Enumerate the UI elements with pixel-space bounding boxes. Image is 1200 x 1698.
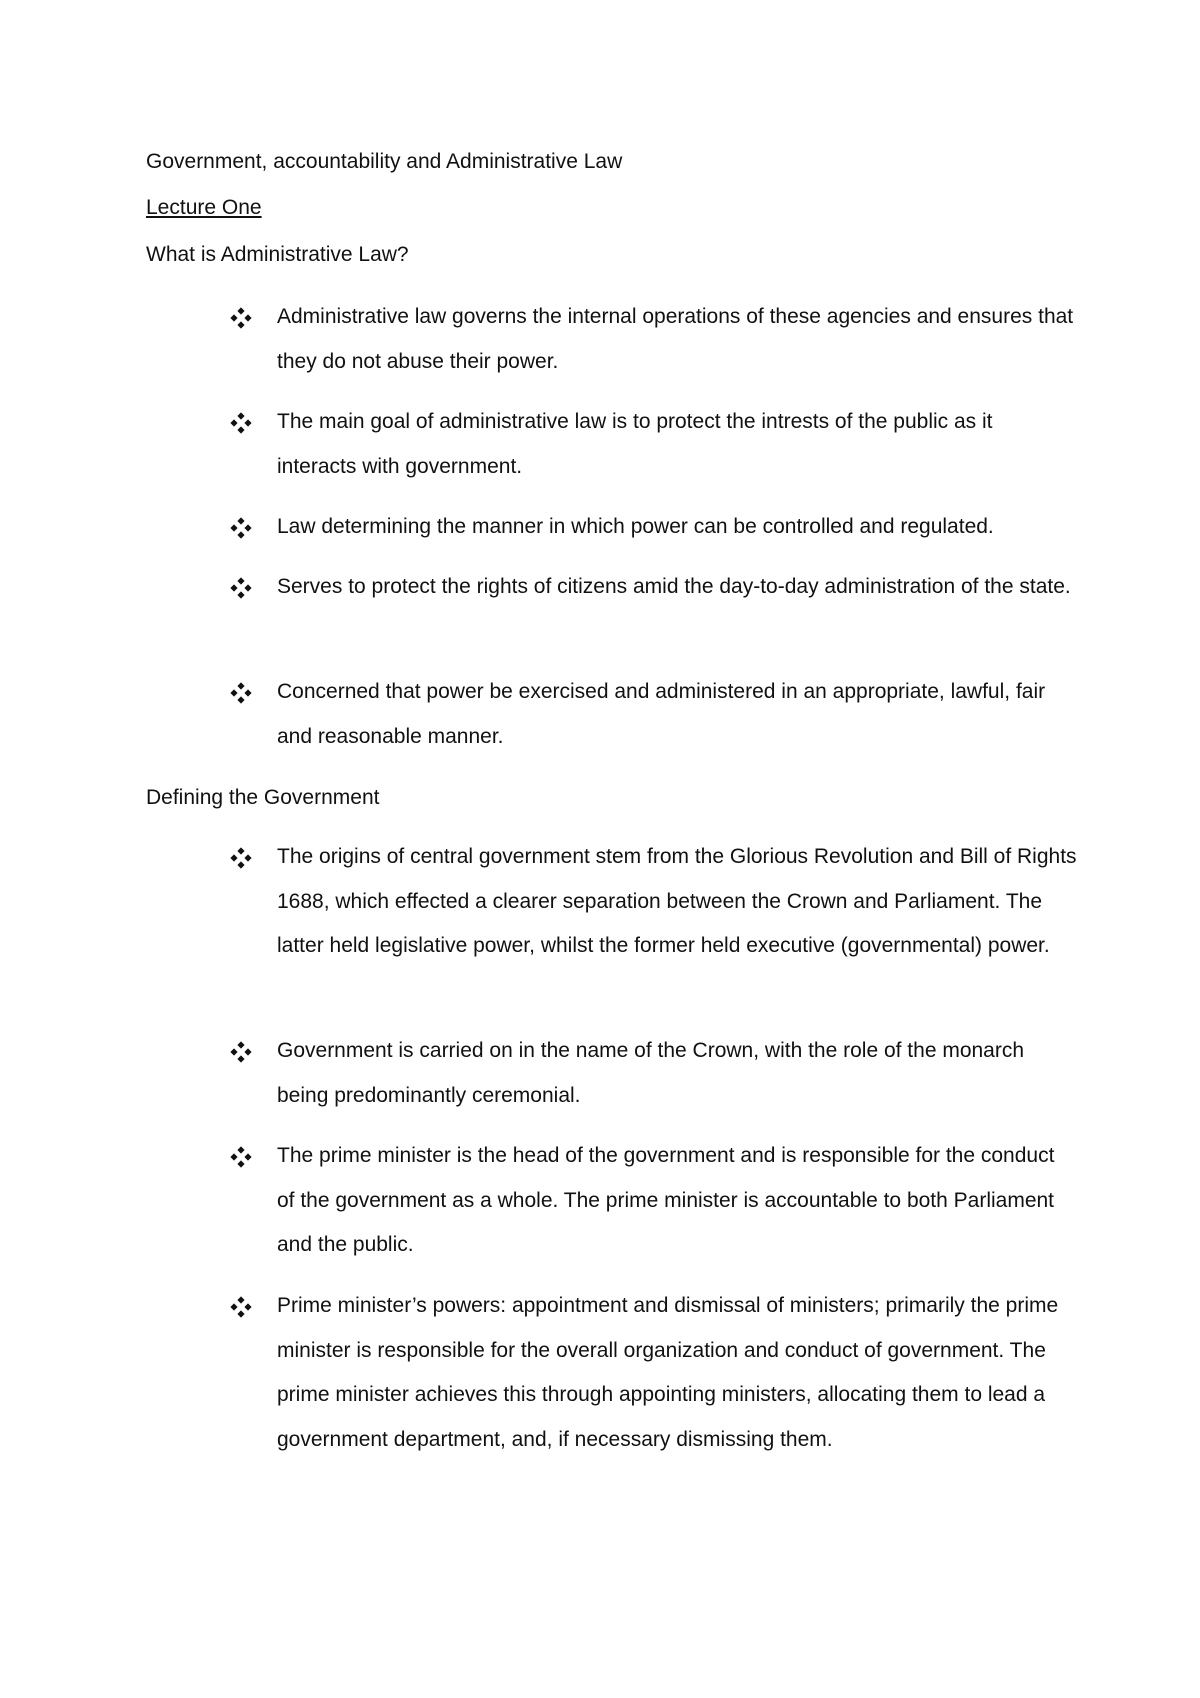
four-diamond-bullet-icon bbox=[230, 412, 254, 436]
section-heading-what-is-administrative-law: What is Administrative Law? bbox=[146, 243, 409, 266]
four-diamond-bullet-icon bbox=[230, 577, 254, 601]
list-item: Government is carried on in the name of the Crown, with the role of the monarch being predominantly ceremonial. bbox=[277, 1039, 1025, 1107]
list-item: Serves to protect the rights of citizens amid the day-to-day administration of the state. bbox=[277, 575, 1071, 598]
section-heading-defining-the-government: Defining the Government bbox=[146, 786, 380, 809]
list-item: Administrative law governs the internal operations of these agencies and ensures that they do not abuse their power. bbox=[277, 305, 1074, 373]
list-item: The prime minister is the head of the government and is responsible for the conduct of the government as a whole. The prime minister is accountable to both Parliament and the public. bbox=[277, 1144, 1055, 1256]
four-diamond-bullet-icon bbox=[230, 307, 254, 331]
list-item: The main goal of administrative law is to protect the intrests of the public as it interacts with government. bbox=[277, 410, 993, 478]
four-diamond-bullet-icon bbox=[230, 1146, 254, 1170]
list-item: The origins of central government stem from the Glorious Revolution and Bill of Rights 1688, which effected a clearer separation between the Crown and Parliament. The latter held legislative power, whilst the former held executive (governmental) power. bbox=[277, 845, 1077, 957]
four-diamond-bullet-icon bbox=[230, 682, 254, 706]
lecture-heading: Lecture One bbox=[146, 196, 262, 219]
four-diamond-bullet-icon bbox=[230, 847, 254, 871]
list-item: Prime minister’s powers: appointment and dismissal of ministers; primarily the prime minister is responsible for the overall organization and conduct of government. The prime minister achieves this through appointing ministers, allocating them to lead a government department, and, if necessary dismissing them. bbox=[277, 1294, 1059, 1451]
list-item: Concerned that power be exercised and administered in an appropriate, lawful, fair and reasonable manner. bbox=[277, 680, 1046, 748]
document-title: Government, accountability and Administrative Law bbox=[146, 150, 623, 173]
four-diamond-bullet-icon bbox=[230, 1296, 254, 1320]
four-diamond-bullet-icon bbox=[230, 517, 254, 541]
list-item: Law determining the manner in which power can be controlled and regulated. bbox=[277, 515, 994, 538]
four-diamond-bullet-icon bbox=[230, 1041, 254, 1065]
